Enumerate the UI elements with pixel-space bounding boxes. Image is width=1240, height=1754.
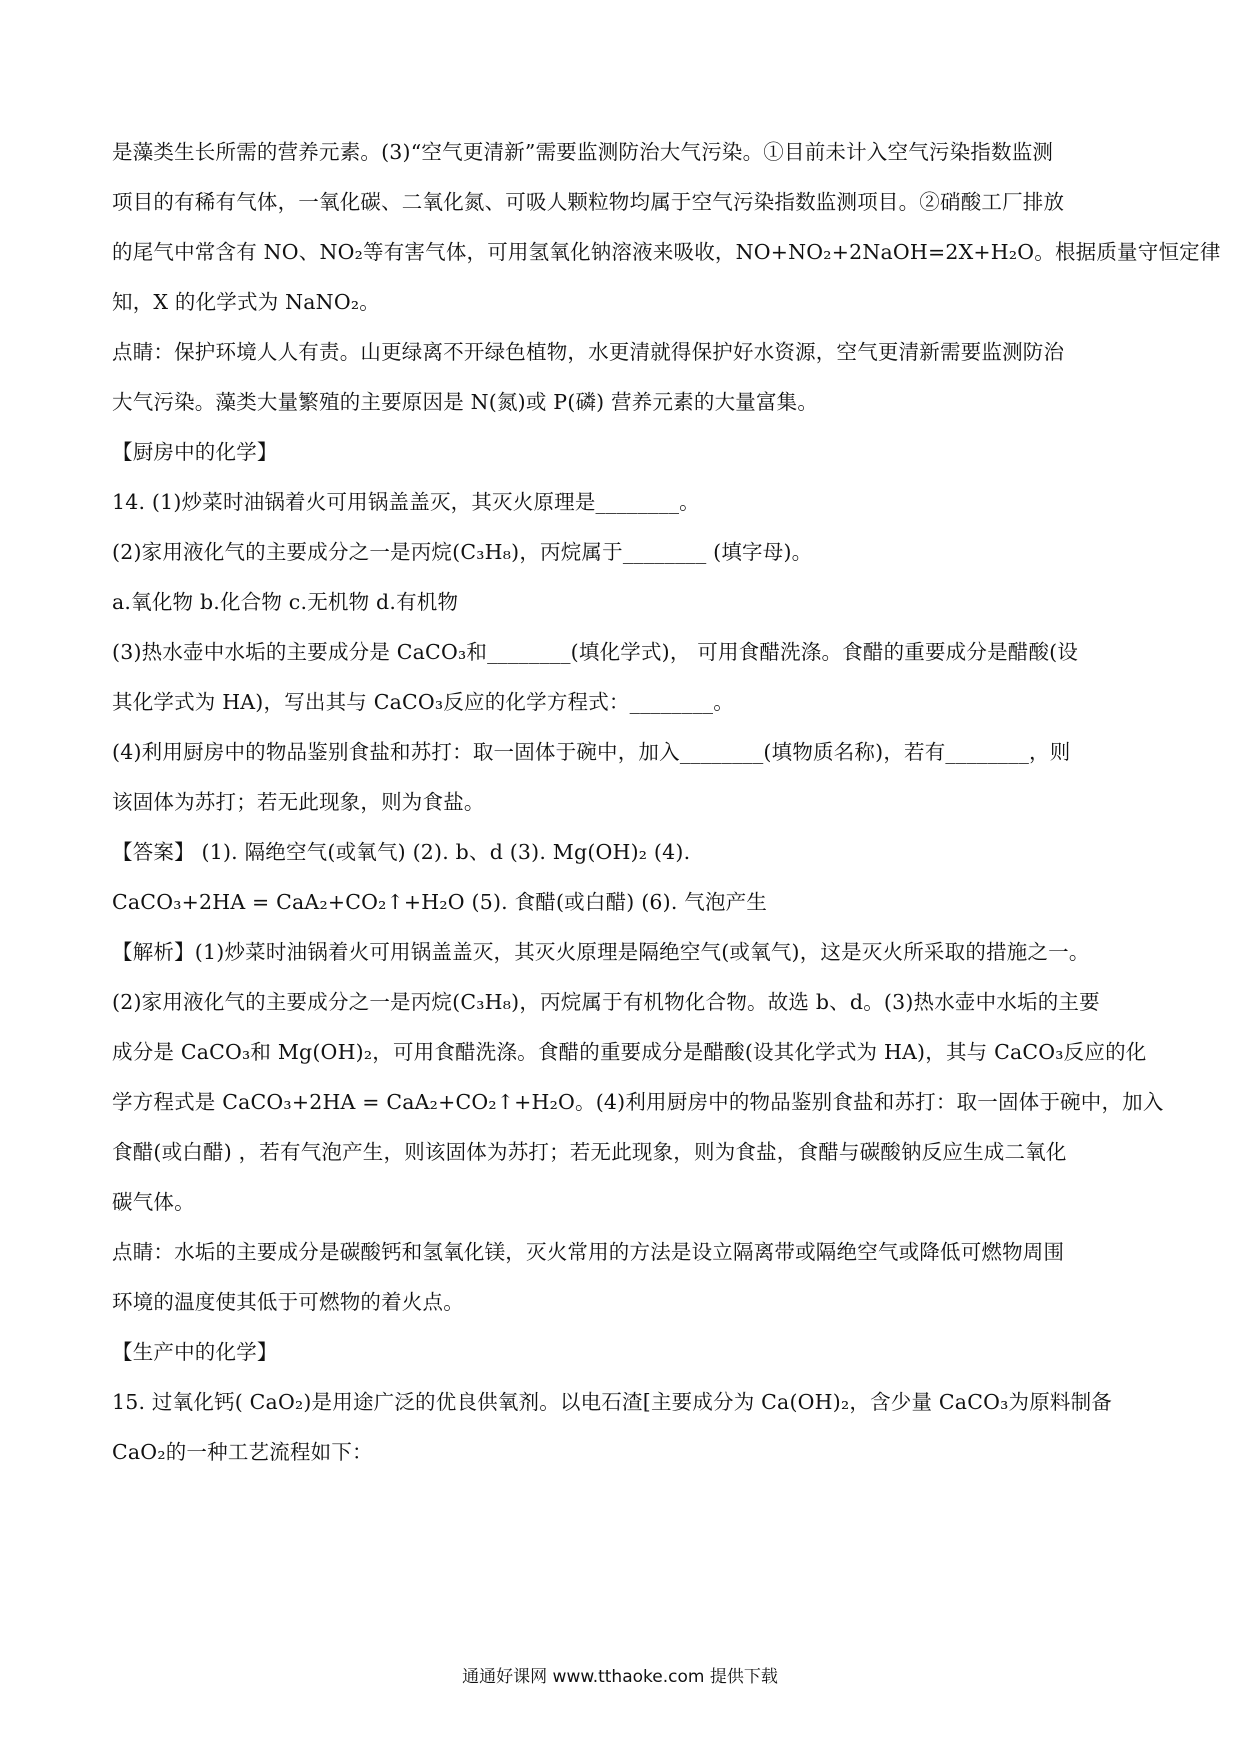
text-line: 食醋(或白醋) ，若有气泡产生，则该固体为苏打；若无此现象，则为食盐，食醋与碳酸钠反应生成二氧化 xyxy=(112,1140,1067,1164)
text-line: 【解析】(1)炒菜时油锅着火可用锅盖盖灭，其灭火原理是隔绝空气(或氧气)，这是灭火所采取的措施之一。 xyxy=(112,940,1090,964)
text-line: 环境的温度使其低于可燃物的着火点。 xyxy=(112,1290,464,1314)
text-line: 学方程式是 CaCO₃+2HA = CaA₂+CO₂↑+H₂O。(4)利用厨房中的物品鉴别食盐和苏打：取一固体于碗中，加入 xyxy=(112,1090,1164,1114)
text-line: 的尾气中常含有 NO、NO₂等有害气体，可用氢氧化钠溶液来吸收，NO+NO₂+2NaOH=2X+H₂O。根据质量守恒定律 xyxy=(112,240,1221,264)
text-line: 点睛：保护环境人人有责。山更绿离不开绿色植物，水更清就得保护好水资源，空气更清新需要监测防治 xyxy=(112,340,1065,364)
text-line: (4)利用厨房中的物品鉴别食盐和苏打：取一固体于碗中，加入________(填物质名称)，若有________，则 xyxy=(112,740,1071,764)
text-line: 是藻类生长所需的营养元素。(3)“空气更清新”需要监测防治大气污染。①目前未计入空气污染指数监测 xyxy=(112,140,1054,164)
text-line: 【厨房中的化学】 xyxy=(112,440,278,464)
text-line: 成分是 CaCO₃和 Mg(OH)₂，可用食醋洗涤。食醋的重要成分是醋酸(设其化学式为 HA)，其与 CaCO₃反应的化 xyxy=(112,1040,1147,1064)
text-line: CaO₂的一种工艺流程如下： xyxy=(112,1440,373,1464)
text-line: (2)家用液化气的主要成分之一是丙烷(C₃H₈)，丙烷属于________ (填字母)。 xyxy=(112,540,813,564)
text-line: (2)家用液化气的主要成分之一是丙烷(C₃H₈)，丙烷属于有机物化合物。故选 b、d。(3)热水壶中水垢的主要 xyxy=(112,990,1100,1014)
text-line: 14. (1)炒菜时油锅着火可用锅盖盖灭，其灭火原理是________。 xyxy=(112,490,700,514)
text-line: CaCO₃+2HA = CaA₂+CO₂↑+H₂O (5). 食醋(或白醋) (6). 气泡产生 xyxy=(112,890,768,914)
text-line: 碳气体。 xyxy=(112,1190,195,1214)
text-line: 15. 过氧化钙( CaO₂)是用途广泛的优良供氧剂。以电石渣[主要成分为 Ca(OH)₂，含少量 CaCO₃为原料制备 xyxy=(112,1390,1113,1414)
footer-text: 通通好课网 www.tthaoke.com 提供下载 xyxy=(462,1667,778,1687)
text-line: 【答案】 (1). 隔绝空气(或氧气) (2). b、d (3). Mg(OH)₂ (4). xyxy=(112,840,691,864)
text-line: 【生产中的化学】 xyxy=(112,1340,278,1364)
text-line: a.氧化物 b.化合物 c.无机物 d.有机物 xyxy=(112,590,459,614)
text-line: 知，X 的化学式为 NaNO₂。 xyxy=(112,290,380,314)
text-line: 大气污染。藻类大量繁殖的主要原因是 N(氮)或 P(磷) 营养元素的大量富集。 xyxy=(112,390,819,414)
text-line: 该固体为苏打；若无此现象，则为食盐。 xyxy=(112,790,485,814)
text-line: 项目的有稀有气体，一氧化碳、二氧化氮、可吸人颗粒物均属于空气污染指数监测项目。②硝酸工厂排放 xyxy=(112,190,1065,214)
text-line: 点睛：水垢的主要成分是碳酸钙和氢氧化镁，灭火常用的方法是设立隔离带或隔绝空气或降低可燃物周围 xyxy=(112,1240,1065,1264)
text-line: 其化学式为 HA)，写出其与 CaCO₃反应的化学方程式：________。 xyxy=(112,690,734,714)
text-line: (3)热水壶中水垢的主要成分是 CaCO₃和________(填化学式)， 可用食醋洗涤。食醋的重要成分是醋酸(设 xyxy=(112,640,1079,664)
